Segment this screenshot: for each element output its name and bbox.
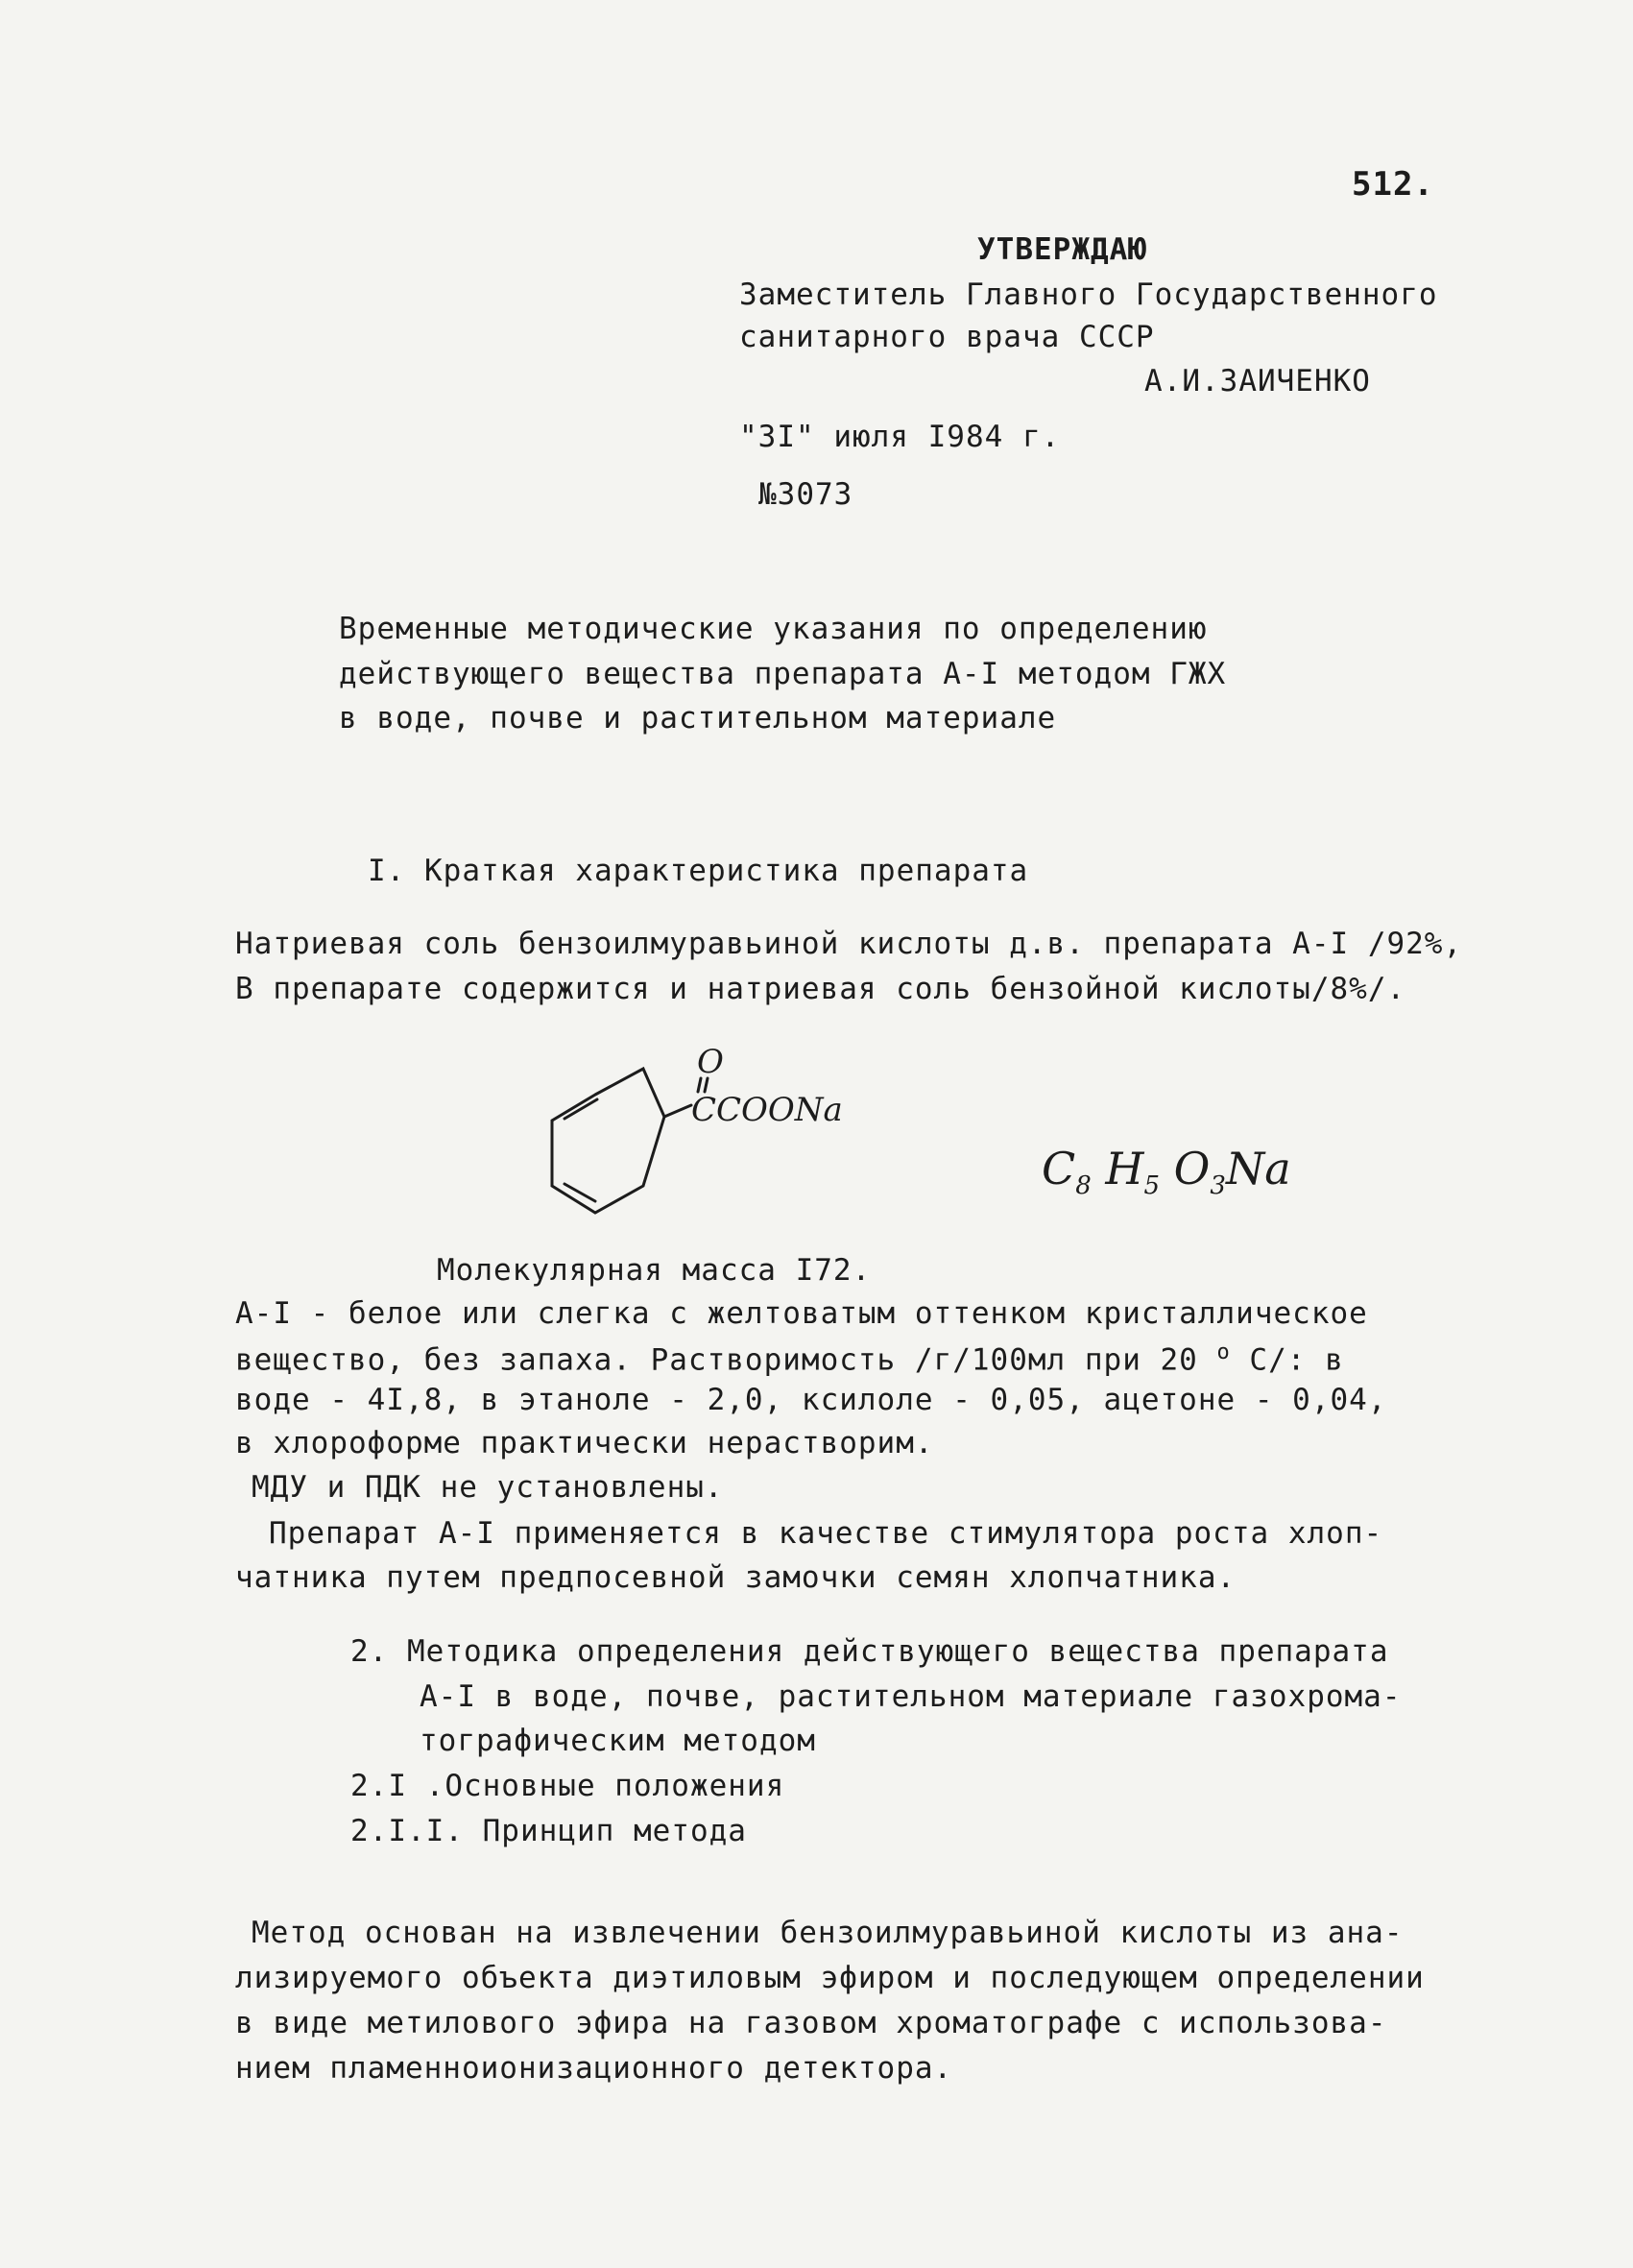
section2-heading-line1: 2. Методика определения действующего вещества препарата — [350, 1634, 1389, 1669]
section2-sub1: 2.I .Основные положения — [350, 1769, 785, 1803]
approval-heading: УТВЕРЖДАЮ — [977, 232, 1147, 267]
section1-para1-line1: Натриевая соль бензоилмуравьиной кислоты д.в. препарата А-I /92%, — [235, 927, 1463, 961]
benzene-structure-drawing — [538, 1042, 883, 1248]
title-line3: в воде, почве и растительном материале — [339, 701, 1057, 736]
section2-sub2: 2.I.I. Принцип метода — [350, 1814, 747, 1848]
principle-line4: нием пламенноионизационного детектора. — [235, 2051, 953, 2086]
formula-o-subscript: 3 — [1210, 1171, 1226, 1201]
properties-line2-text: вещество, без запаха. Растворимость /г/100мл при 20 — [235, 1342, 1217, 1378]
approval-date: "3I" июля I984 г. — [739, 420, 1061, 454]
substituent-bond — [664, 1105, 691, 1117]
degree-sign: о — [1216, 1340, 1231, 1364]
title-line2: действующего вещества препарата А-I методом ГЖХ — [339, 657, 1227, 691]
title-line1: Временные методические указания по определению — [339, 612, 1208, 646]
structure-oxygen: O — [697, 1043, 724, 1081]
formula-c: C — [1042, 1143, 1076, 1194]
page-number: 512. — [1352, 165, 1434, 204]
structure-substituent: CCOONa — [691, 1091, 843, 1129]
section2-heading-line3: тографическим методом — [420, 1724, 816, 1758]
benzene-ring — [552, 1069, 664, 1213]
approval-position-line2: санитарного врача СССР — [739, 320, 1155, 354]
formula-o: O — [1173, 1143, 1211, 1194]
properties-line2-end: С/: в — [1230, 1342, 1344, 1378]
principle-line1: Метод основан на извлечении бензоилмуравьиной кислоты из ана- — [252, 1916, 1404, 1950]
properties-line4: в хлороформе практически нерастворим. — [235, 1426, 934, 1460]
approval-position-line1: Заместитель Главного Государственного — [739, 277, 1438, 312]
molecular-formula — [1042, 1143, 1291, 1200]
approval-name: А.И.ЗАИЧЕНКО — [1144, 364, 1371, 398]
molecular-mass: Молекулярная масса I72. — [437, 1253, 872, 1288]
formula-h-subscript: 5 — [1143, 1171, 1161, 1201]
usage-line1: Препарат А-I применяется в качестве стимулятора роста хлоп- — [269, 1516, 1383, 1551]
approval-number: №3073 — [758, 477, 853, 512]
limits-line: МДУ и ПДК не установлены. — [252, 1470, 724, 1505]
section1-heading: I. Краткая характеристика препарата — [368, 854, 1029, 888]
formula-h: H — [1105, 1143, 1144, 1194]
ring-double-bond-2 — [564, 1184, 595, 1201]
formula-c-subscript: 8 — [1075, 1171, 1092, 1201]
section2-heading-line2: А-I в воде, почве, растительном материале газохрома- — [420, 1679, 1402, 1714]
properties-line2 — [235, 1340, 1344, 1378]
principle-line3: в виде метилового эфира на газовом хроматографе с использова- — [235, 2006, 1387, 2040]
usage-line2: чатника путем предпосевной замочки семян хлопчатника. — [235, 1560, 1237, 1595]
properties-line1: А-I - белое или слегка с желтоватым оттенком кристаллическое — [235, 1296, 1368, 1331]
principle-line2: лизируемого объекта диэтиловым эфиром и последующем определении — [235, 1961, 1425, 1995]
section1-para1-line2: В препарате содержится и натриевая соль бензойной кислоты/8%/. — [235, 972, 1406, 1006]
formula-na: Na — [1225, 1143, 1291, 1194]
properties-line3: воде - 4I,8, в этаноле - 2,0, ксилоле - 0,05, ацетоне - 0,04, — [235, 1383, 1387, 1417]
